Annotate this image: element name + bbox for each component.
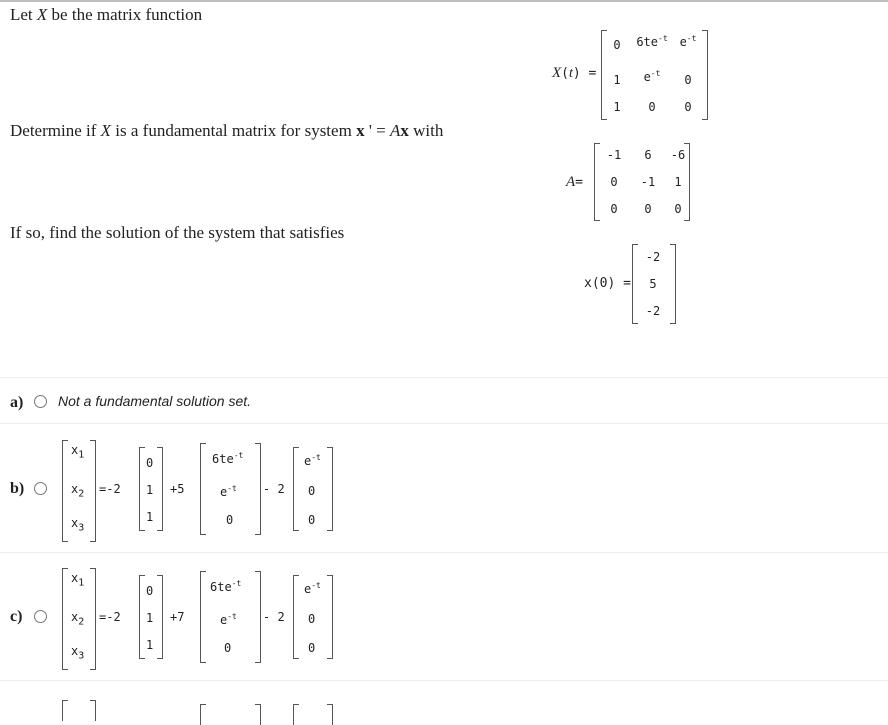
matrix-X-cell: 0 [648, 100, 656, 114]
vector-v1-cell: 0 [146, 584, 154, 598]
top-border [0, 0, 888, 2]
option-c-radio[interactable] [34, 610, 47, 623]
vector-v2-cell: $e^{-t}$ [220, 484, 237, 499]
matrix-A-cell: 6 [644, 148, 652, 162]
coefficient-3: - 2 [263, 482, 285, 496]
coefficient-2: +5 [170, 482, 185, 496]
vector-v2-right-bracket [255, 443, 261, 535]
vector-v1-cell: 1 [146, 638, 154, 652]
vector-v3-cell: 0 [308, 612, 316, 626]
vector-v3-cell: $e^{-t}$ [304, 581, 321, 596]
statement-line-3: If so, find the solution of the system that satisfies [10, 223, 345, 242]
vector-v3-right-bracket [327, 575, 333, 659]
vector-v2-cell: 0 [226, 513, 234, 527]
matrix-A-cell: 0 [674, 202, 682, 216]
vector-v3-right-bracket [327, 704, 333, 725]
vector-x-cell: $x_2$ [71, 482, 85, 500]
vector-x-left-bracket [62, 440, 68, 542]
vector-v2-left-bracket [200, 571, 206, 663]
matrix-A-cell: 0 [610, 175, 618, 189]
matrix-X-cell: 0 [684, 100, 692, 114]
matrix-A-cell: -1 [606, 148, 622, 162]
vector-x-cell: $x_2$ [71, 610, 85, 628]
matrix-X-cell: $e^{-t}$ [643, 69, 661, 84]
vector-v2-cell: $6te^{-t}$ [210, 579, 242, 594]
vector-v2-cell: 0 [224, 641, 232, 655]
coefficient-1: =-2 [99, 610, 121, 624]
matrix-A-cell: 0 [610, 202, 618, 216]
option-a-letter: a) [10, 394, 24, 411]
matrix-X-label: X(t) = [552, 65, 597, 81]
vector-v2-cell: $e^{-t}$ [220, 612, 237, 627]
vector-x-left-bracket [62, 700, 68, 721]
matrix-X-cell: $6te^{-t}$ [636, 34, 668, 49]
option-b-radio[interactable] [34, 482, 47, 495]
vector-v3-cell: 0 [308, 513, 316, 527]
vector-v1-cell: 0 [146, 456, 154, 470]
vector-x0-cell: 5 [649, 277, 657, 291]
vector-v1-cell: 1 [146, 483, 154, 497]
statement-line-2: Determine if X is a fundamental matrix for system x ' = Ax with [10, 121, 444, 140]
coefficient-1: =-2 [99, 482, 121, 496]
vector-v1-right-bracket [157, 575, 163, 659]
vector-x-right-bracket [90, 700, 96, 721]
vector-v1-cell: 1 [146, 611, 154, 625]
matrix-A-cell: -1 [640, 175, 656, 189]
vector-x-left-bracket [62, 568, 68, 670]
vector-v1-left-bracket [139, 575, 145, 659]
vector-x0-label: x(0) = [584, 276, 631, 291]
matrix-A-cell: 1 [674, 175, 682, 189]
vector-x-cell: $x_3$ [71, 644, 85, 662]
vector-x-cell: $x_1$ [71, 571, 85, 589]
vector-v3-cell: $e^{-t}$ [304, 453, 321, 468]
vector-v1-cell: 1 [146, 510, 154, 524]
matrix-A-cell: 0 [644, 202, 652, 216]
vector-v3-left-bracket [293, 447, 299, 531]
vector-v1-right-bracket [157, 447, 163, 531]
matrix-A-cell: -6 [670, 148, 686, 162]
vector-v2-left-bracket [200, 704, 206, 725]
vector-x-right-bracket [90, 440, 96, 542]
coefficient-3: - 2 [263, 610, 285, 624]
statement-line-1: Let X be the matrix function [10, 5, 203, 24]
divider [0, 377, 888, 378]
divider [0, 552, 888, 553]
vector-x-right-bracket [90, 568, 96, 670]
matrix-X-cell: 1 [613, 100, 621, 114]
vector-v2-right-bracket [255, 704, 261, 725]
vector-v3-left-bracket [293, 704, 299, 725]
matrix-X-cell: $e^{-t}$ [679, 34, 697, 49]
matrix-X-cell: 1 [613, 73, 621, 87]
vector-v1-left-bracket [139, 447, 145, 531]
option-c-letter: c) [10, 608, 23, 625]
vector-v2-cell: $6te^{-t}$ [212, 451, 244, 466]
option-b-letter: b) [10, 480, 25, 497]
matrix-X-cell: 0 [684, 73, 692, 87]
vector-v3-right-bracket [327, 447, 333, 531]
option-a-radio[interactable] [34, 395, 47, 408]
divider [0, 680, 888, 681]
vector-v3-cell: 0 [308, 484, 316, 498]
coefficient-2: +7 [170, 610, 185, 624]
vector-x-cell: $x_3$ [71, 516, 85, 534]
vector-v2-left-bracket [200, 443, 206, 535]
vector-v3-left-bracket [293, 575, 299, 659]
vector-x0-cell: -2 [645, 250, 661, 264]
vector-x-cell: $x_1$ [71, 443, 85, 461]
matrix-A-label: A= [566, 174, 583, 190]
vector-v2-right-bracket [255, 571, 261, 663]
vector-x0-cell: -2 [645, 304, 661, 318]
vector-v3-cell: 0 [308, 641, 316, 655]
divider [0, 423, 888, 424]
matrix-X-cell: 0 [613, 38, 621, 52]
option-a-text: Not a fundamental solution set. [58, 393, 252, 409]
